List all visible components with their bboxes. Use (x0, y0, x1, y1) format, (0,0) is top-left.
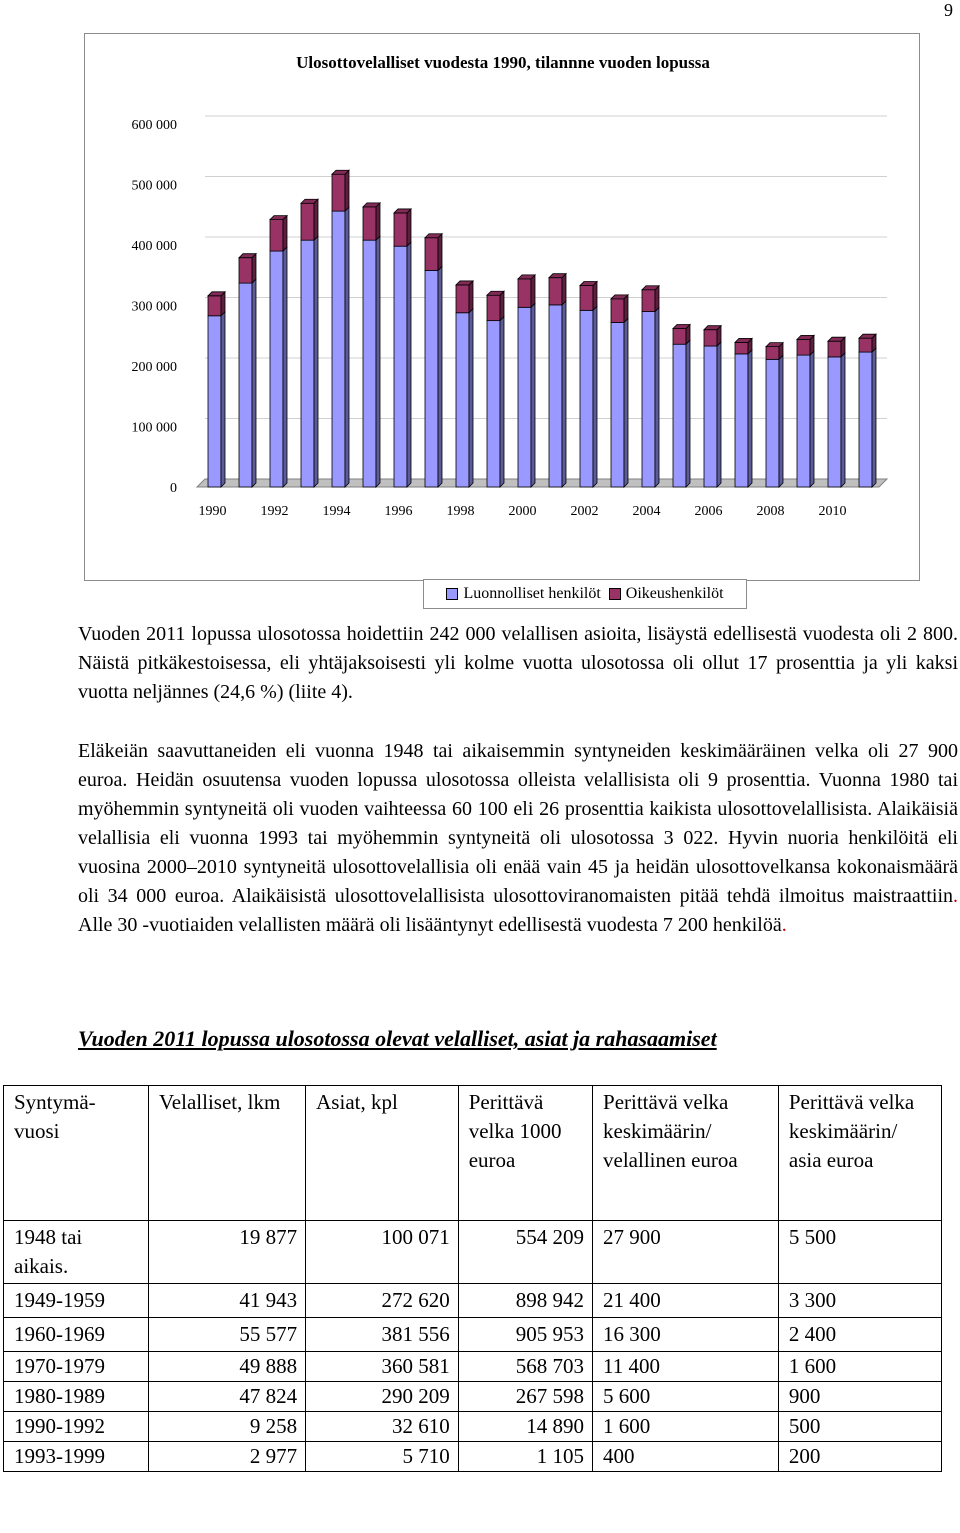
bar-segment-front (363, 207, 376, 240)
table-row (4, 1442, 942, 1472)
bar-segment-front (518, 279, 531, 307)
table-cell: 5 500 (778, 1221, 941, 1284)
legend-label-natural-persons: Luonnolliset henkilöt (463, 585, 601, 602)
table-cell: 16 300 (593, 1318, 779, 1352)
y-tick-label: 200 000 (131, 360, 177, 375)
y-tick-label: 0 (170, 481, 177, 496)
bar-segment-side (624, 318, 628, 487)
table-cell: 1949-1959 (4, 1284, 149, 1318)
table-cell: 41 943 (148, 1284, 305, 1318)
bar-segment-side (810, 351, 814, 487)
bar-segment-front (208, 296, 221, 316)
x-tick-label: 2008 (756, 504, 785, 519)
table-cell: 1960-1969 (4, 1318, 149, 1352)
bar-segment-side (562, 301, 566, 487)
x-tick-label: 1992 (260, 504, 289, 519)
y-tick-label: 100 000 (131, 420, 177, 436)
bar-segment-front (766, 359, 779, 487)
table-cell: 900 (778, 1382, 941, 1412)
x-tick-label: 2002 (570, 504, 599, 519)
bar-segment-front (425, 270, 438, 487)
table-row (4, 1221, 942, 1284)
bar-segment-front (859, 352, 872, 487)
bar-segment-front (549, 278, 562, 305)
bar-segment-side (314, 236, 318, 487)
bar-segment-front (642, 290, 655, 312)
bar-segment-side (593, 306, 597, 487)
bar-segment-side (655, 308, 659, 487)
table-cell: 19 877 (148, 1221, 305, 1284)
bar-segment-side (593, 282, 597, 311)
legend-label-legal-persons: Oikeushenkilöt (625, 585, 724, 602)
bar-segment-front (487, 295, 500, 320)
debtors-table (3, 1085, 942, 1472)
bar-segment-front (673, 344, 686, 487)
column-header: Asiat, kpl (306, 1086, 459, 1221)
bar-segment-side (376, 236, 380, 487)
bar-segment-side (252, 279, 256, 487)
bar-segment-front (549, 305, 562, 487)
page-number: 9 (944, 0, 953, 20)
bar-segment-side (469, 281, 473, 313)
bar-segment-front (859, 338, 872, 352)
bar-segment-side (469, 309, 473, 487)
column-header: Perittävä velka 1000 euroa (458, 1086, 592, 1221)
table-row (4, 1412, 942, 1442)
column-header: Perittävä velka keskimäärin/ asia euroa (778, 1086, 941, 1221)
table-cell: 2 977 (148, 1442, 305, 1472)
table-row (4, 1352, 942, 1382)
bar-segment-side (376, 203, 380, 240)
bar-segment-side (314, 199, 318, 240)
legend-item-legal-persons (609, 585, 724, 603)
y-tick-label: 300 000 (131, 299, 177, 315)
table-cell: 1 600 (593, 1412, 779, 1442)
legend-swatch-legal-persons (609, 588, 621, 600)
table-cell: 905 953 (458, 1318, 592, 1352)
bar-segment-front (828, 357, 841, 487)
bar-segment-side (438, 266, 442, 487)
table-cell: 898 942 (458, 1284, 592, 1318)
bar-segment-front (735, 354, 748, 487)
table-cell: 1990-1992 (4, 1412, 149, 1442)
paragraph-age-groups (78, 737, 958, 940)
table-cell: 381 556 (306, 1318, 459, 1352)
bar-segment-front (270, 251, 283, 487)
bar-segment-side (252, 254, 256, 283)
table-cell: 200 (778, 1442, 941, 1472)
bar-segment-side (407, 209, 411, 246)
bar-segment-front (239, 283, 252, 487)
bar-segment-front (611, 322, 624, 487)
bar-segment-front (332, 211, 345, 487)
bar-segment-front (642, 312, 655, 487)
table-cell: 272 620 (306, 1284, 459, 1318)
bar-segment-side (500, 317, 504, 487)
bar-segment-front (394, 213, 407, 246)
x-tick-label: 2006 (694, 504, 723, 519)
legend-swatch-natural-persons (446, 588, 458, 600)
column-header: Syntymä-vuosi (4, 1086, 149, 1221)
bar-segment-side (686, 340, 690, 487)
bar-segment-side (531, 275, 535, 307)
bar-segment-side (283, 216, 287, 251)
table-cell: 55 577 (148, 1318, 305, 1352)
bar-segment-side (500, 291, 504, 320)
table-cell: 100 071 (306, 1221, 459, 1284)
bar-segment-side (531, 303, 535, 487)
table-cell: 500 (778, 1412, 941, 1442)
x-tick-label: 1996 (384, 504, 413, 519)
bar-segment-front (797, 355, 810, 487)
bar-segment-front (270, 220, 283, 251)
bar-segment-side (221, 312, 225, 487)
bar-segment-side (438, 234, 442, 271)
chart-floor (197, 479, 887, 487)
table-cell: 47 824 (148, 1382, 305, 1412)
paragraph-debtors-2011: Vuoden 2011 lopussa ulosotossa hoidettiin 242 000 velallisen asioita, lisäystä edellisestä vuodesta oli 2 800. Näistä pitkäkestoisessa, eli yhtäjaksoisesti yli kolme vuotta ulosotossa oli ollut 17 prosenttia ja yli kaksi vuotta neljännes (24,6 %) (liite 4). (78, 623, 958, 703)
bar-segment-front (797, 339, 810, 355)
bar-segment-side (779, 355, 783, 487)
table-row (4, 1284, 942, 1318)
red-dot: . (781, 914, 787, 936)
table-cell: 1948 tai aikais. (4, 1221, 149, 1284)
bar-segment-front (301, 203, 314, 240)
chart-legend (423, 579, 747, 609)
bar-segment-front (704, 330, 717, 346)
bar-segment-side (345, 170, 349, 211)
x-tick-label: 2010 (818, 504, 847, 519)
table-cell: 5 600 (593, 1382, 779, 1412)
table-cell: 14 890 (458, 1412, 592, 1442)
table-cell: 27 900 (593, 1221, 779, 1284)
bar-segment-front (487, 321, 500, 487)
legend-item-natural-persons (446, 585, 600, 603)
table-cell: 1970-1979 (4, 1352, 149, 1382)
bar-segment-front (735, 342, 748, 353)
bar-segment-side (345, 207, 349, 487)
table-cell: 2 400 (778, 1318, 941, 1352)
red-dot: . (953, 885, 958, 907)
y-tick-label: 600 000 (131, 118, 177, 133)
table-cell: 568 703 (458, 1352, 592, 1382)
table-cell: 400 (593, 1442, 779, 1472)
table-row (4, 1318, 942, 1352)
bar-segment-front (828, 341, 841, 357)
y-tick-label: 500 000 (131, 178, 177, 194)
table-cell: 9 258 (148, 1412, 305, 1442)
chart-title: Ulosottovelalliset vuodesta 1990, tilannne vuoden lopussa (296, 53, 710, 72)
table-cell: 267 598 (458, 1382, 592, 1412)
bar-segment-front (673, 328, 686, 344)
bar-segment-front (766, 347, 779, 360)
table-cell: 32 610 (306, 1412, 459, 1442)
table-title: Vuoden 2011 lopussa ulosotossa olevat velalliset, asiat ja rahasaamiset (78, 1026, 717, 1051)
bar-segment-front (611, 299, 624, 323)
bar-segment-side (872, 348, 876, 487)
stacked-bar-chart (85, 34, 921, 582)
x-tick-label: 2004 (632, 504, 661, 519)
bar-segment-front (425, 238, 438, 271)
bar-segment-front (518, 307, 531, 487)
table-cell: 554 209 (458, 1221, 592, 1284)
bar-segment-front (239, 258, 252, 283)
bar-segment-side (283, 247, 287, 487)
table-cell: 49 888 (148, 1352, 305, 1382)
table-cell: 3 300 (778, 1284, 941, 1318)
table-row (4, 1382, 942, 1412)
table-cell: 1993-1999 (4, 1442, 149, 1472)
table-cell: 21 400 (593, 1284, 779, 1318)
bar-segment-front (208, 316, 221, 487)
table-header-row (4, 1086, 942, 1221)
bar-segment-side (717, 342, 721, 487)
table-cell: 290 209 (306, 1382, 459, 1412)
bar-segment-side (841, 353, 845, 487)
chart-frame (84, 33, 920, 602)
bar-segment-front (456, 313, 469, 487)
x-tick-label: 1998 (446, 504, 475, 519)
paragraph-age-groups-main: Eläkeiän saavuttaneiden eli vuonna 1948 tai aikaisemmin syntyneiden keskimääräinen velka oli 27 900 euroa. Heidän osuutensa vuoden lopussa ulosotossa olleista velallisista oli 9 prosenttia. Vuonna 1980 tai myöhemmin syntyneitä oli vuoden vaihteessa 60 100 eli 26 prosenttia kaikista ulosottovelallisista. Alaikäisiä velallisia eli vuonna 1993 tai myöhemmin syntyneitä oli ulosotossa 3 022. Hyvin nuoria henkilöitä eli vuosina 2000–2010 syntyneitä ulosottovelallisia oli enää vain 45 ja heidän ulosottovelkansa kokonaismäärä oli 34 000 euroa. Alaikäisistä ulosottovelallisista ulosottoviranomaisten pitää tehdä ilmoitus maistraattiin (78, 740, 958, 907)
column-header: Velalliset, lkm (148, 1086, 305, 1221)
column-header: Perittävä velka keskimäärin/ velallinen euroa (593, 1086, 779, 1221)
bar-segment-front (363, 240, 376, 487)
x-tick-label: 1990 (198, 504, 227, 519)
bar-segment-front (456, 285, 469, 313)
y-tick-label: 400 000 (131, 239, 177, 254)
table-cell: 5 710 (306, 1442, 459, 1472)
bar-segment-side (748, 350, 752, 487)
x-tick-label: 1994 (322, 504, 351, 519)
bar-segment-side (562, 274, 566, 305)
bar-segment-front (580, 286, 593, 311)
bar-segment-side (407, 242, 411, 487)
table-cell: 11 400 (593, 1352, 779, 1382)
table-cell: 1 105 (458, 1442, 592, 1472)
table-cell: 1980-1989 (4, 1382, 149, 1412)
bar-segment-side (624, 295, 628, 323)
table-cell: 1 600 (778, 1352, 941, 1382)
paragraph-age-groups-second: Alle 30 -vuotiaiden velallisten määrä oli lisääntynyt edellisestä vuodesta 7 200 henkilöä (78, 914, 782, 936)
bar-segment-front (580, 310, 593, 487)
bar-segment-front (301, 240, 314, 487)
bar-segment-front (332, 174, 345, 211)
x-tick-label: 2000 (508, 504, 537, 519)
bar-segment-front (394, 246, 407, 487)
table-cell: 360 581 (306, 1352, 459, 1382)
bar-segment-front (704, 346, 717, 487)
